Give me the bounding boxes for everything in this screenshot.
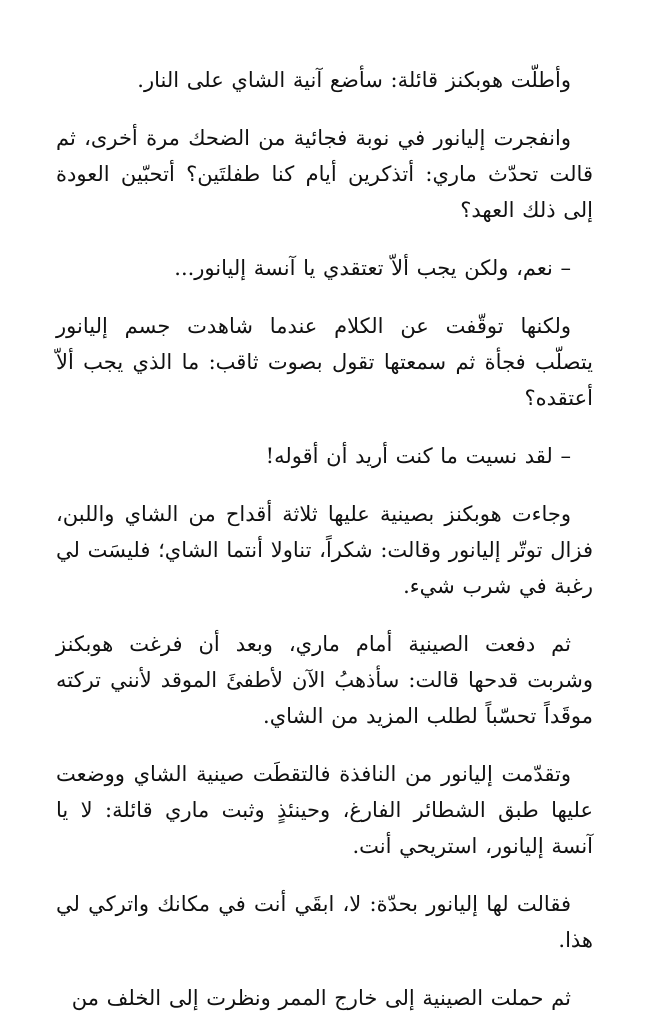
paragraph: وتقدّمت إليانور من النافذة فالتقطَت صينية الشاي ووضعت عليها طبق الشطائر الفارغ، وحينئذٍ وثبت ماري قائلة: لا يا آنسة إليانور، استريحي أنت. (56, 762, 593, 858)
paragraph: وجاءت هوبكنز بصينية عليها ثلاثة أقداح من الشاي واللبن، فزال توتّر إليانور وقالت: شكراً، تناولا أنتما الشاي؛ فليسَت لي رغبة في شرب شيء. (56, 502, 593, 598)
dialogue-line: – نعم، ولكن يجب ألاّ تعتقدي يا آنسة إليانور... (174, 256, 571, 280)
paragraph: ثم حملت الصينية إلى خارج الممر ونظرت إلى الخلف من (71, 986, 571, 1010)
paragraph: فقالت لها إليانور بحدّة: لا، ابقَي أنت في مكانك واتركي لي هذا. (56, 892, 593, 952)
paragraph: ثم دفعت الصينية أمام ماري، وبعد أن فرغت هوبكنز وشربت قدحها قالت: سأذهبُ الآن لأطفئَ الموقد لأنني تركته موقَداً تحسّباً لطلب المزيد من الشاي. (56, 632, 593, 728)
paragraph: ولكنها توقّفت عن الكلام عندما شاهدت جسم إليانور يتصلّب فجأة ثم سمعتها تقول بصوت ثاقب: ما الذي يجب ألاّ أعتقده؟ (56, 314, 593, 410)
paragraph: وانفجرت إليانور في نوبة فجائية من الضحك مرة أخرى، ثم قالت تحدّث ماري: أتذكرين أيام كنا طفلتَين؟ أتحبّين العودة إلى ذلك العهد؟ (56, 126, 593, 222)
paragraph: وأطلّت هوبكنز قائلة: سأضع آنية الشاي على النار. (137, 68, 571, 92)
dialogue-line: – لقد نسيت ما كنت أريد أن أقوله! (265, 444, 571, 468)
